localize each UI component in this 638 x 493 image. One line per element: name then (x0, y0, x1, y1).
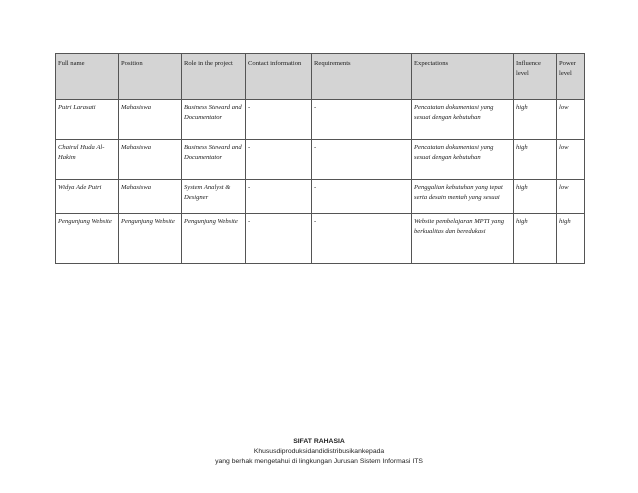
cell-full-name: Chairul Huda Al-Hakim (56, 140, 119, 180)
header-contact: Contact information (246, 54, 312, 100)
cell-full-name: Putri Larasati (56, 100, 119, 140)
cell-role: Business Steward and Documentator (182, 100, 246, 140)
cell-role: System Analyst & Designer (182, 180, 246, 214)
cell-requirements: - (312, 140, 412, 180)
cell-full-name: Pengunjung Website (56, 214, 119, 264)
cell-requirements: - (312, 180, 412, 214)
header-requirements: Requirements (312, 54, 412, 100)
cell-power-level: low (557, 180, 585, 214)
cell-position: Mahasiswa (119, 100, 182, 140)
header-expectations: Expectations (412, 54, 514, 100)
header-full-name: Full name (56, 54, 119, 100)
table-row (56, 100, 585, 140)
cell-position: Mahasiswa (119, 140, 182, 180)
table-row (56, 180, 585, 214)
cell-contact: - (246, 180, 312, 214)
cell-expectations: Penggalian kebutuhan yang tepat serta desain mentah yang sesuai (412, 180, 514, 214)
footer-line-1: Khususdiproduksidandidistribusikankepada (253, 447, 385, 455)
cell-requirements: - (312, 214, 412, 264)
cell-role: Business Steward and Documentator (182, 140, 246, 180)
cell-contact: - (246, 100, 312, 140)
cell-requirements: - (312, 100, 412, 140)
cell-expectations: Pencatatan dokumentasi yang sesuai dengan kebutuhan (412, 100, 514, 140)
cell-influence-level: high (514, 180, 557, 214)
footer-line-2: yang berhak mengetahui di lingkungan Jurusan Sistem Informasi ITS (215, 457, 423, 465)
footer-title: SIFAT RAHASIA (293, 438, 345, 445)
cell-expectations: Website pembelajaran MPTI yang berkualitas dan beredukasi (412, 214, 514, 264)
cell-influence-level: high (514, 214, 557, 264)
cell-power-level: low (557, 140, 585, 180)
cell-position: Mahasiswa (119, 180, 182, 214)
stakeholder-table (55, 53, 585, 264)
cell-contact: - (246, 140, 312, 180)
table-row (56, 140, 585, 180)
cell-position: Pengunjung Website (119, 214, 182, 264)
cell-contact: - (246, 214, 312, 264)
header-power-level: Power level (557, 54, 585, 100)
table-row (56, 214, 585, 264)
confidentiality-footer (0, 437, 638, 467)
cell-power-level: high (557, 214, 585, 264)
cell-power-level: low (557, 100, 585, 140)
cell-role: Pengunjung Website (182, 214, 246, 264)
header-role: Role in the project (182, 54, 246, 100)
header-influence-level: Influence level (514, 54, 557, 100)
header-position: Position (119, 54, 182, 100)
cell-expectations: Pencatatan dokumentasi yang sesuai dengan kebutuhan (412, 140, 514, 180)
cell-influence-level: high (514, 140, 557, 180)
cell-full-name: Widya Ade Putri (56, 180, 119, 214)
cell-influence-level: high (514, 100, 557, 140)
table-header-row (56, 54, 585, 100)
